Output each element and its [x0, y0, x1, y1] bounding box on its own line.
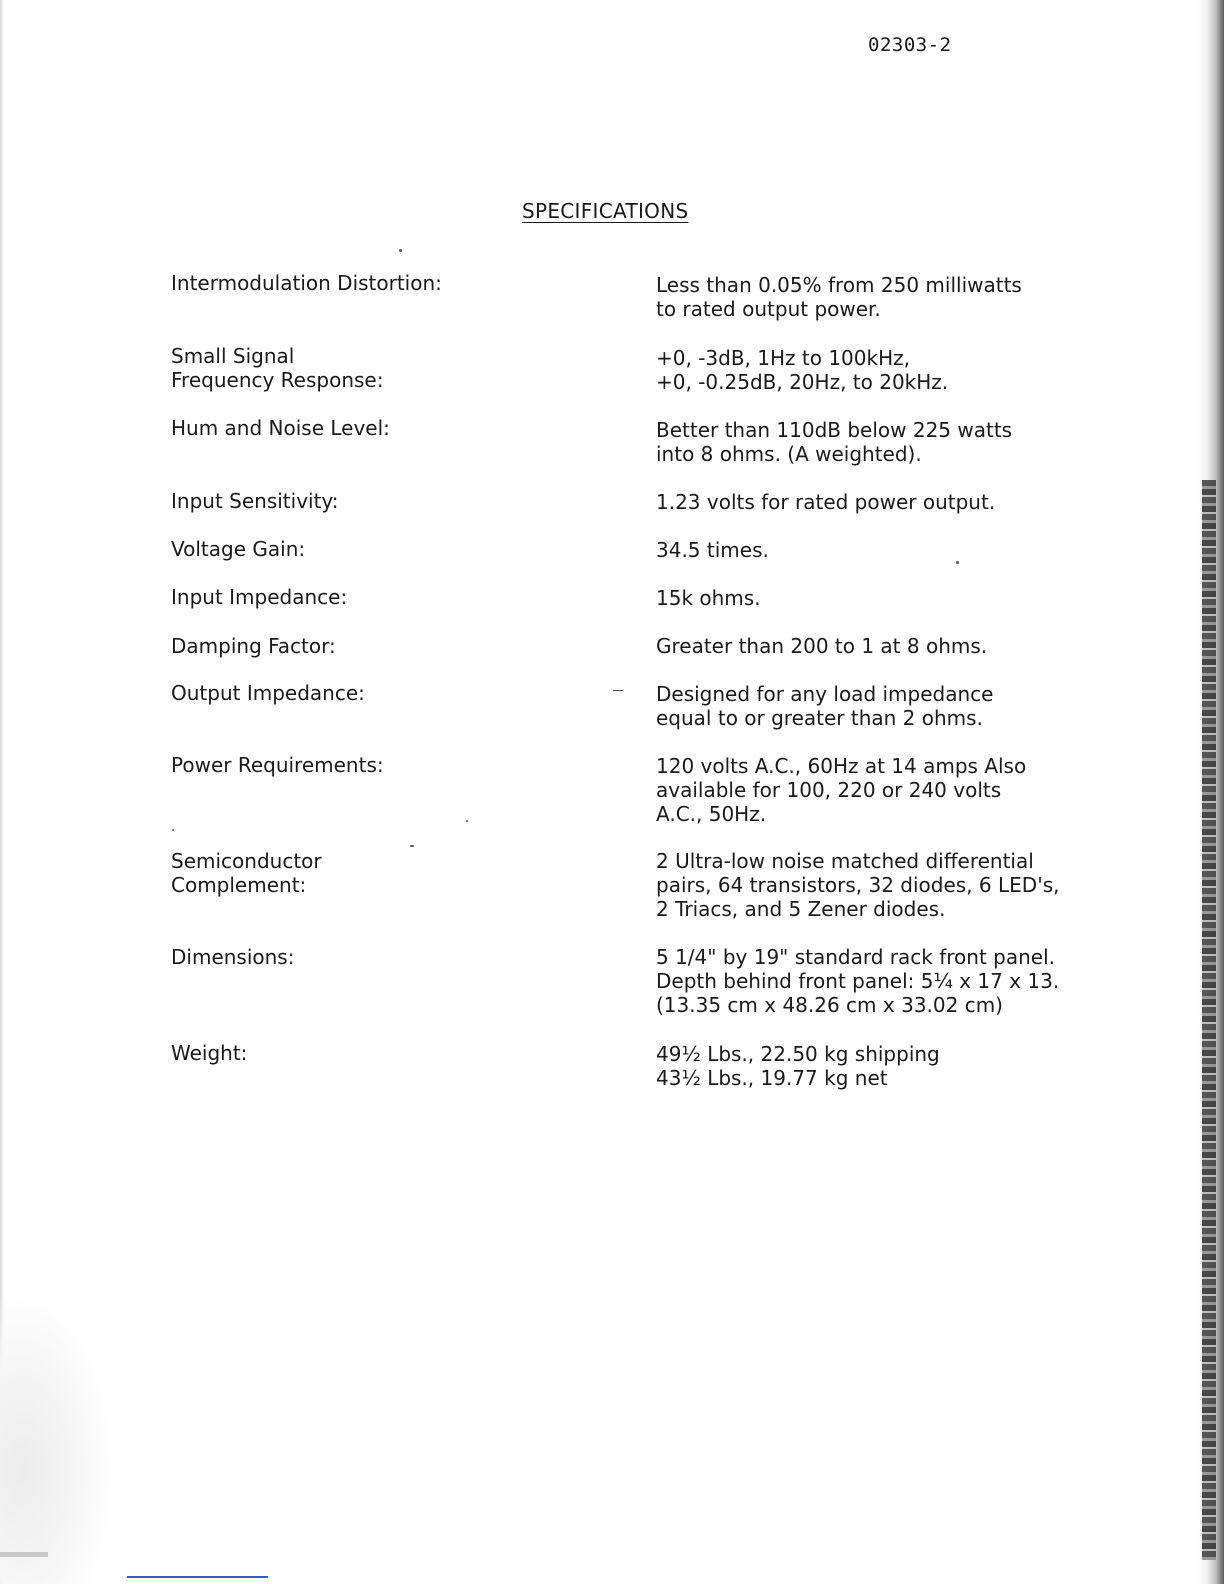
spec-value-semiconductor-complement: 2 Ultra-low noise matched differential pairs, 64 transistors, 32 diodes, 6 LED's, 2 Triacs, and 5 Zener diodes.: [656, 849, 1060, 921]
spec-label-weight: Weight:: [171, 1041, 248, 1065]
spec-label-output-impedance: Output Impedance:: [171, 681, 365, 705]
spec-value-intermodulation-distortion: Less than 0.05% from 250 milliwatts to rated output power.: [656, 273, 1022, 321]
spec-value-weight: 49½ Lbs., 22.50 kg shipping 43½ Lbs., 19.77 kg net: [656, 1042, 940, 1090]
page-title: SPECIFICATIONS: [522, 199, 689, 223]
spec-value-damping-factor: Greater than 200 to 1 at 8 ohms.: [656, 634, 988, 658]
spec-label-damping-factor: Damping Factor:: [171, 634, 336, 658]
spec-label-hum-noise-level: Hum and Noise Level:: [171, 416, 390, 440]
spec-value-dimensions: 5 1/4" by 19" standard rack front panel. Depth behind front panel: 5¼ x 17 x 13. (13.35 cm x 48.26 cm x 33.02 cm): [656, 945, 1060, 1017]
scan-speck: [410, 845, 414, 847]
scan-speck: [399, 249, 402, 252]
spec-value-hum-noise-level: Better than 110dB below 225 watts into 8 ohms. (A weighted).: [656, 418, 1013, 466]
scan-blue-line: [127, 1576, 268, 1578]
spec-value-frequency-response: +0, -3dB, 1Hz to 100kHz, +0, -0.25dB, 20Hz, to 20kHz.: [656, 346, 949, 394]
spec-label-intermodulation-distortion: Intermodulation Distortion:: [171, 271, 442, 295]
spec-label-semiconductor-complement: Semiconductor Complement:: [171, 849, 322, 897]
scan-speck: [172, 829, 174, 831]
spec-value-input-impedance: 15k ohms.: [656, 586, 761, 610]
scan-speck: [613, 690, 623, 691]
spec-label-power-requirements: Power Requirements:: [171, 753, 384, 777]
document-number: 02303-2: [868, 34, 952, 56]
scan-mark: [0, 1552, 48, 1557]
spec-value-power-requirements: 120 volts A.C., 60Hz at 14 amps Also available for 100, 220 or 240 volts A.C., 50Hz.: [656, 754, 1027, 826]
spec-label-dimensions: Dimensions:: [171, 945, 295, 969]
spec-value-voltage-gain: 34.5 times.: [656, 538, 769, 562]
spec-value-output-impedance: Designed for any load impedance equal to or greater than 2 ohms.: [656, 682, 994, 730]
scan-speck: [466, 820, 468, 822]
spec-label-frequency-response: Small Signal Frequency Response:: [171, 344, 384, 392]
spec-label-voltage-gain: Voltage Gain:: [171, 537, 306, 561]
spec-label-input-impedance: Input Impedance:: [171, 585, 348, 609]
scan-binding-edge: [1202, 480, 1216, 1560]
spec-label-input-sensitivity: Input Sensitivity:: [171, 489, 339, 513]
spec-value-input-sensitivity: 1.23 volts for rated power output.: [656, 490, 996, 514]
scan-smudge: [0, 1300, 110, 1584]
